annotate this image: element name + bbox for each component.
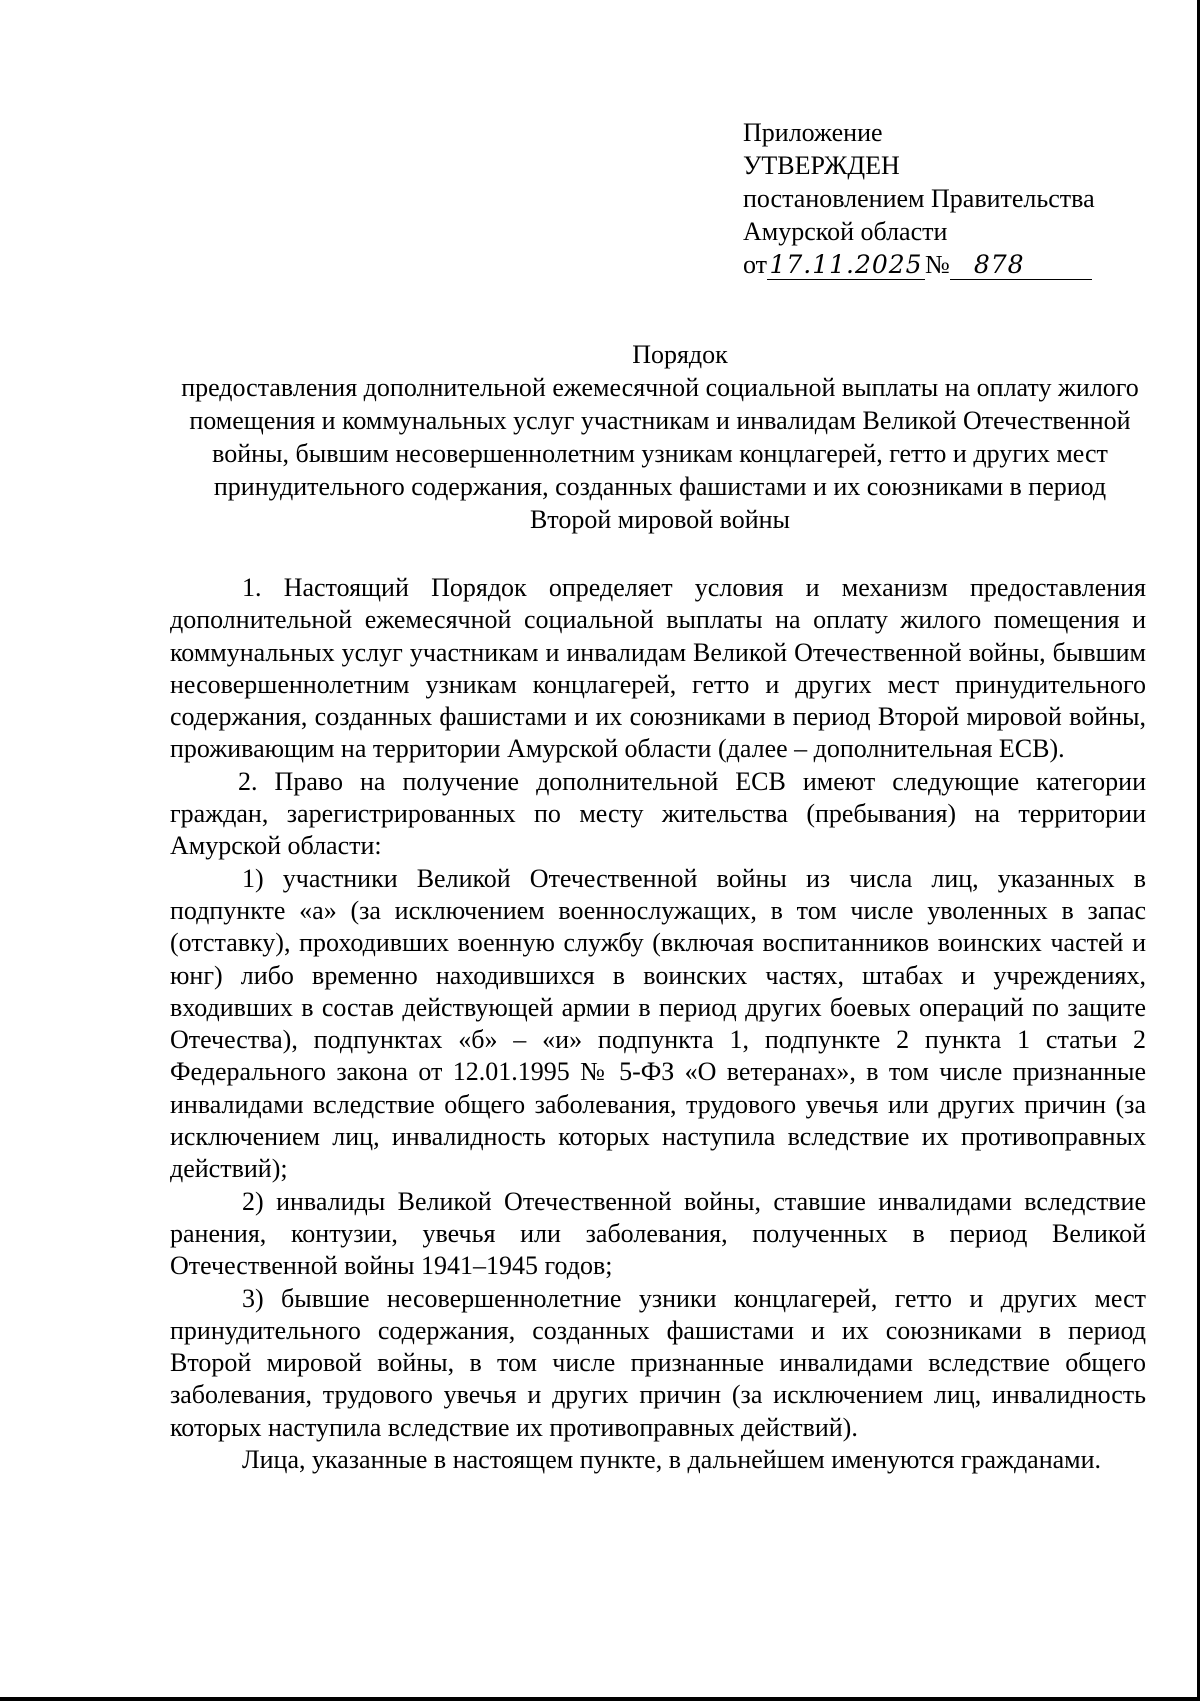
- title-heading: Порядок: [632, 340, 728, 369]
- title-subtitle: предоставления дополнительной ежемесячной социальной выплаты на оплату жилого помещения и коммунальных услуг участникам и инвалидам Великой Отечественной войны, бывшим несовершеннолетним узникам концлагерей, гетто и других мест принудительного содержания, созданных фашистами и их союзниками в период Второй мировой войны: [181, 373, 1139, 534]
- approved-by-label: постановлением Правительства: [743, 184, 1095, 213]
- handwritten-number: 878: [950, 251, 1092, 280]
- paragraph-2-item-2: 2) инвалиды Великой Отечественной войны, ставшие инвалидами вследствие ранения, контузии, увечья или заболевания, полученных в период Великой Отечественной войны 1941–1945 годов;: [170, 1186, 1146, 1281]
- region-label: Амурской области: [743, 217, 948, 246]
- paragraph-2-note: Лица, указанные в настоящем пункте, в дальнейшем именуются гражданами.: [242, 1445, 1102, 1475]
- paragraph-1: 1. Настоящий Порядок определяет условия и механизм предоставления дополнительной ежемесячной социальной выплаты на оплату жилого помещения и коммунальных услуг участникам и инвалидам Великой Отечественной войны, бывшим несовершеннолетним узникам концлагерей, гетто и других мест принудительного содержания, созданных фашистами и их союзниками в период Второй мировой войны, проживающим на территории Амурской области (далее – дополнительная ЕСВ).: [170, 573, 1146, 764]
- date-number-line: [743, 248, 1095, 281]
- paragraph-2-item-1: 1) участники Великой Отечественной войны из числа лиц, указанных в подпункте «а» (за исключением военнослужащих, в том числе уволенных в запас (отставку), проходивших военную службу (включая воспитанников воинских частей и юнг) либо временно находившихся в воинских частях, штабах и учреждениях, входивших в состав действующей армии в период других боевых операций по защите Отечества), подпунктах «б» – «и» подпункта 1, подпункте 2 пункта 1 статьи 2 Федерального закона от 12.01.1995 № 5-ФЗ «О ветеранах», в том числе признанные инвалидами вследствие общего заболевания, трудового увечья или других причин (за исключением лиц, инвалидность которых наступила вследствие их противоправных действий);: [170, 863, 1146, 1184]
- appendix-label: Приложение: [743, 118, 883, 147]
- approved-label: УТВЕРЖДЕН: [743, 151, 900, 180]
- document-title: [170, 338, 1150, 536]
- approval-block: [743, 116, 1095, 281]
- paragraph-2-item-3: 3) бывшие несовершеннолетние узники концлагерей, гетто и других мест принудительного содержания, созданных фашистами и их союзниками в период Второй мировой войны, в том числе признанные инвалидами вследствие общего заболевания, трудового увечья и других причин (за исключением лиц, инвалидность которых наступила вследствие их противоправных действий).: [170, 1283, 1146, 1442]
- number-sign: №: [925, 250, 950, 279]
- document-body: [170, 572, 1146, 1476]
- date-prefix: от: [743, 250, 768, 279]
- handwritten-date: 17.11.2025: [767, 251, 925, 280]
- paragraph-2: 2. Право на получение дополнительной ЕСВ имеют следующие категории граждан, зарегистрированных по месту жительства (пребывания) на территории Амурской области:: [170, 766, 1146, 861]
- scan-edge-bottom: [0, 1697, 1200, 1701]
